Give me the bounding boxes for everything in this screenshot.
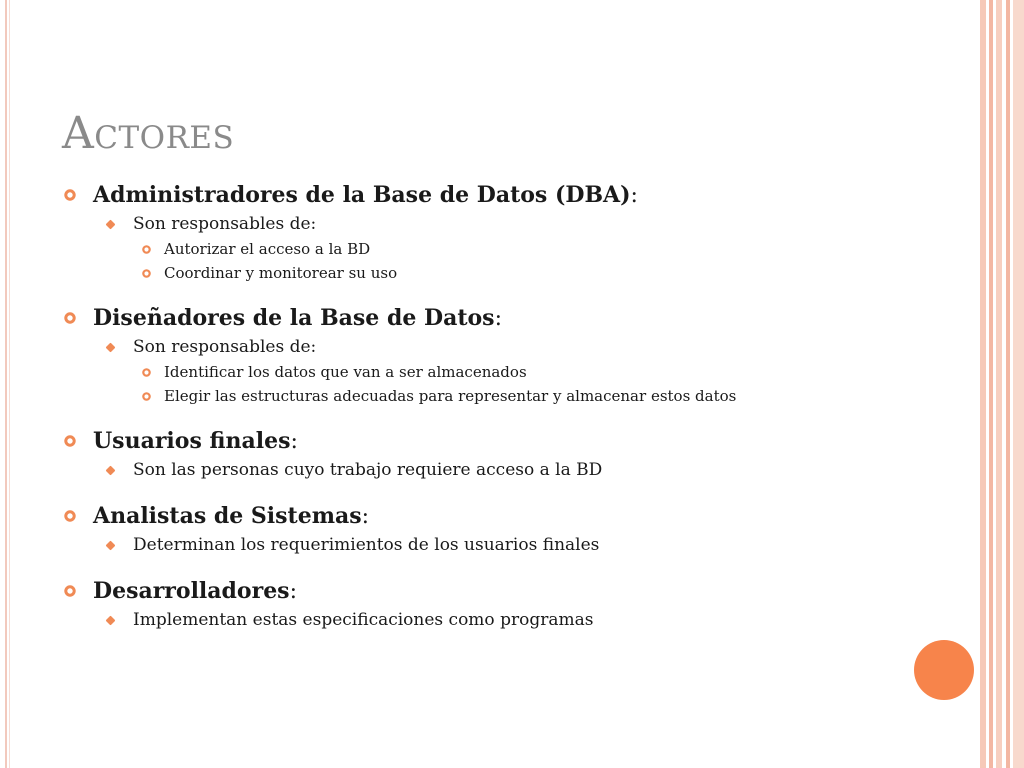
section-heading — [62, 303, 942, 334]
section-heading — [62, 180, 942, 211]
section-heading-text: Administradores de la Base de Datos (DBA) — [93, 182, 631, 208]
small-open-circle-bullet-icon — [142, 269, 151, 278]
small-open-circle-bullet-icon — [142, 245, 151, 254]
right-border-band — [980, 0, 986, 768]
diamond-bullet-icon — [106, 466, 116, 476]
list-item — [62, 360, 942, 384]
diamond-bullet-icon — [106, 220, 116, 230]
section-subitem — [62, 211, 942, 237]
slide-content — [62, 180, 942, 633]
list-item-text: Elegir las estructuras adecuadas para representar y almacenar estos datos — [164, 387, 737, 405]
section-subitem-text: Son responsables de: — [133, 337, 317, 357]
section-heading-text: Usuarios finales — [93, 428, 291, 454]
decorative-orange-circle — [914, 640, 974, 700]
section-heading — [62, 576, 942, 607]
list-item — [62, 237, 942, 261]
section-subitem-text: Determinan los requerimientos de los usuarios finales — [133, 535, 600, 555]
diamond-bullet-icon — [106, 343, 116, 353]
heading-colon: : — [290, 429, 298, 454]
small-open-circle-bullet-icon — [142, 368, 151, 377]
section-subitem — [62, 532, 942, 558]
left-border-line — [5, 0, 7, 768]
heading-colon: : — [494, 306, 502, 331]
open-circle-bullet-icon — [64, 312, 76, 324]
list-item — [62, 261, 942, 285]
slide-title: Actores — [62, 108, 235, 159]
right-border-band — [996, 0, 1002, 768]
open-circle-bullet-icon — [64, 435, 76, 447]
open-circle-bullet-icon — [64, 585, 76, 597]
open-circle-bullet-icon — [64, 510, 76, 522]
diamond-bullet-icon — [106, 541, 116, 551]
section-subitem-text: Son responsables de: — [133, 214, 317, 234]
section-heading — [62, 426, 942, 457]
section-subitem — [62, 457, 942, 483]
section-heading-text: Analistas de Sistemas — [93, 503, 362, 529]
right-border-band — [1006, 0, 1010, 768]
list-item-text: Identificar los datos que van a ser almacenados — [164, 363, 527, 381]
section-subitem-text: Son las personas cuyo trabajo requiere acceso a la BD — [133, 460, 603, 480]
section-subitem — [62, 607, 942, 633]
list-item-text: Coordinar y monitorear su uso — [164, 264, 398, 282]
left-border-line-inner — [9, 0, 10, 768]
section-heading — [62, 501, 942, 532]
heading-colon: : — [361, 504, 370, 529]
list-item — [62, 384, 942, 408]
right-border-band — [1013, 0, 1024, 768]
small-open-circle-bullet-icon — [142, 392, 151, 401]
diamond-bullet-icon — [106, 616, 116, 626]
open-circle-bullet-icon — [64, 189, 76, 201]
list-item-text: Autorizar el acceso a la BD — [164, 240, 371, 258]
heading-colon: : — [289, 579, 297, 604]
heading-colon: : — [630, 183, 638, 208]
section-subitem-text: Implementan estas especificaciones como programas — [133, 610, 594, 630]
section-heading-text: Diseñadores de la Base de Datos — [93, 305, 495, 331]
section-heading-text: Desarrolladores — [93, 578, 290, 604]
right-border-band — [989, 0, 993, 768]
section-subitem — [62, 334, 942, 360]
